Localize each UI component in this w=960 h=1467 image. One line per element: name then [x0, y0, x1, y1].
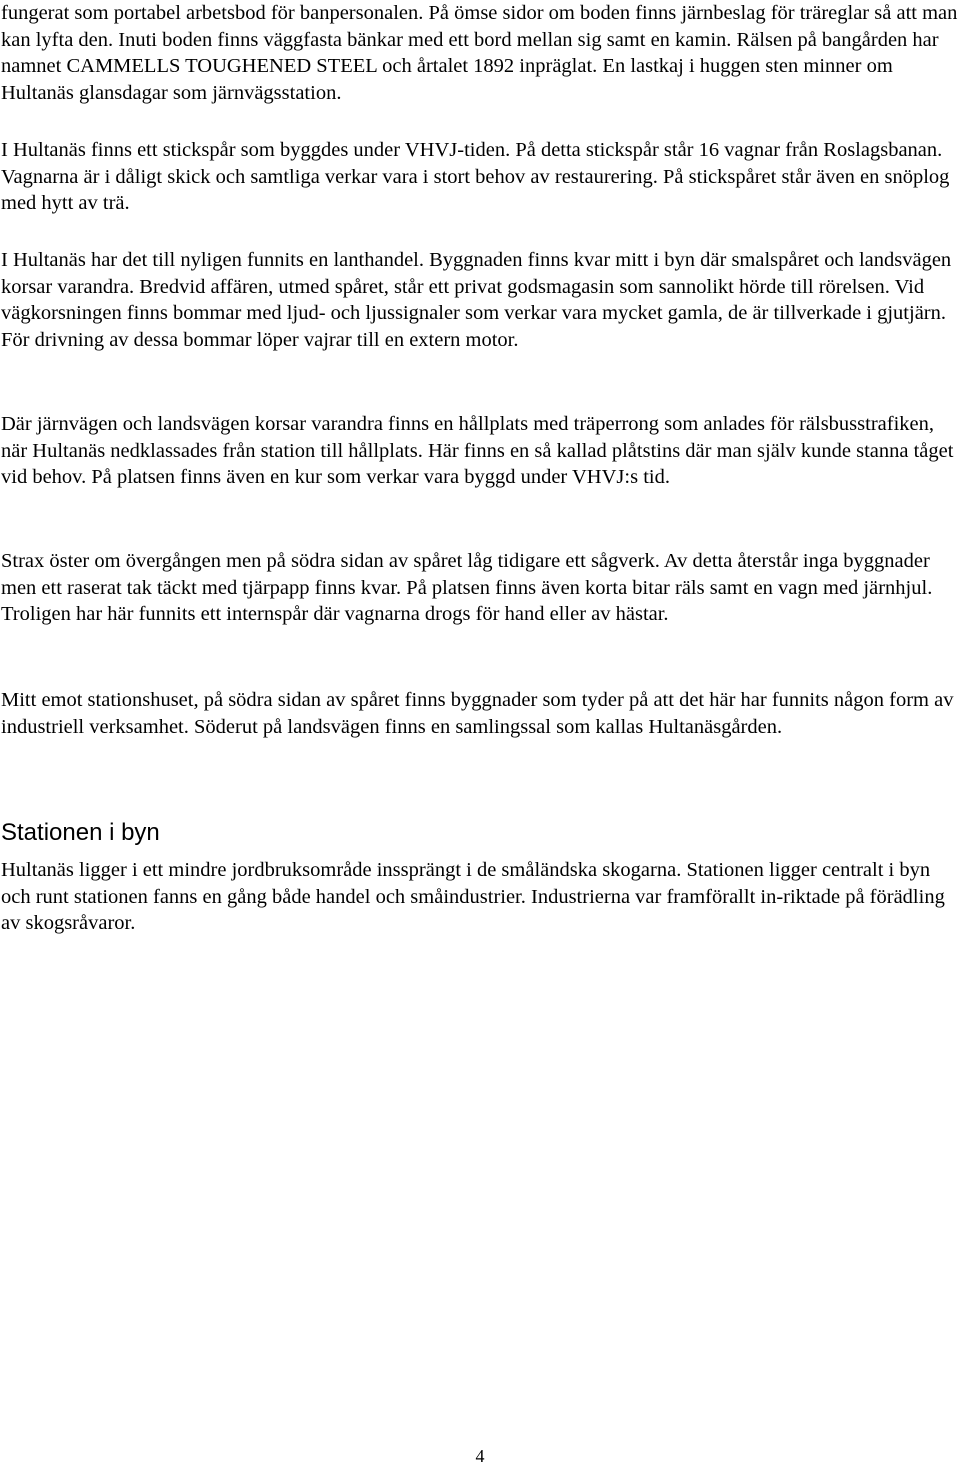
page-number: 4 — [475, 1446, 485, 1466]
paragraph-lanthandel: I Hultanäs har det till nyligen funnits en lanthandel. Byggnaden finns kvar mitt i byn där smalspåret och landsvägen korsar varandra. Bredvid affären, utmed spåret, står ett privat godsmagasin som sannolikt hörde till rörelsen. Vid vägkorsningen finns bommar med ljud- och ljussignaler som verkar vara mycket gamla, de är tillverkade i gjutjärn. För drivning av dessa bommar löper vajrar till en extern motor. — [1, 249, 952, 351]
paragraph-bangard: fungerat som portabel arbetsbod för banpersonalen. På ömse sidor om boden finns järnbeslag för träreglar så att man kan lyfta den. Inuti boden finns väggfasta bänkar med ett bord mellan sig samt en kamin. Rälsen på bangården har namnet CAMMELLS TOUGHENED STEEL och årtalet 1892 inpräglat. En lastkaj i huggen sten minner om Hultanäs glansdagar som järnvägsstation. — [1, 2, 958, 104]
paragraph-stationen-i-byn: Hultanäs ligger i ett mindre jordbruksområde inssprängt i de småländska skogarna. Stationen ligger centralt i byn och runt stationen fanns en gång både handel och småindustrier. Industrierna var framförallt in-riktade på förädling av skogsråvaror. — [1, 859, 945, 934]
paragraph-stickspar: I Hultanäs finns ett stickspår som byggdes under VHVJ-tiden. På detta stickspår står 16 vagnar från Roslagsbanan. Vagnarna är i dåligt skick och samtliga verkar vara i stort behov av restaurering. På stickspåret står även en snöplog med hytt av trä. — [1, 139, 950, 214]
paragraph-sagverk: Strax öster om övergången men på södra sidan av spåret låg tidigare ett sågverk. Av detta återstår inga byggnader men ett raserat tak täckt med tjärpapp finns kvar. På platsen finns även korta bitar räls samt en vagn med järnhjul. Troligen har här funnits ett internspår där vagnarna drogs för hand eller av hästar. — [1, 550, 933, 625]
paragraph-hallplats: Där järnvägen och landsvägen korsar varandra finns en hållplats med träperrong som anlades för rälsbusstrafiken, när Hultanäs nedklassades från station till hållplats. Här finns en så kallad plåtstins där man själv kunde stanna tåget vid behov. På platsen finns även en kur som verkar vara byggd under VHVJ:s tid. — [1, 413, 954, 488]
section-heading: Stationen i byn — [1, 819, 160, 846]
paragraph-stationshuset: Mitt emot stationshuset, på södra sidan av spåret finns byggnader som tyder på att det här har funnits någon form av industriell verksamhet. Söderut på landsvägen finns en samlingssal som kallas Hultanäsgården. — [1, 689, 954, 738]
